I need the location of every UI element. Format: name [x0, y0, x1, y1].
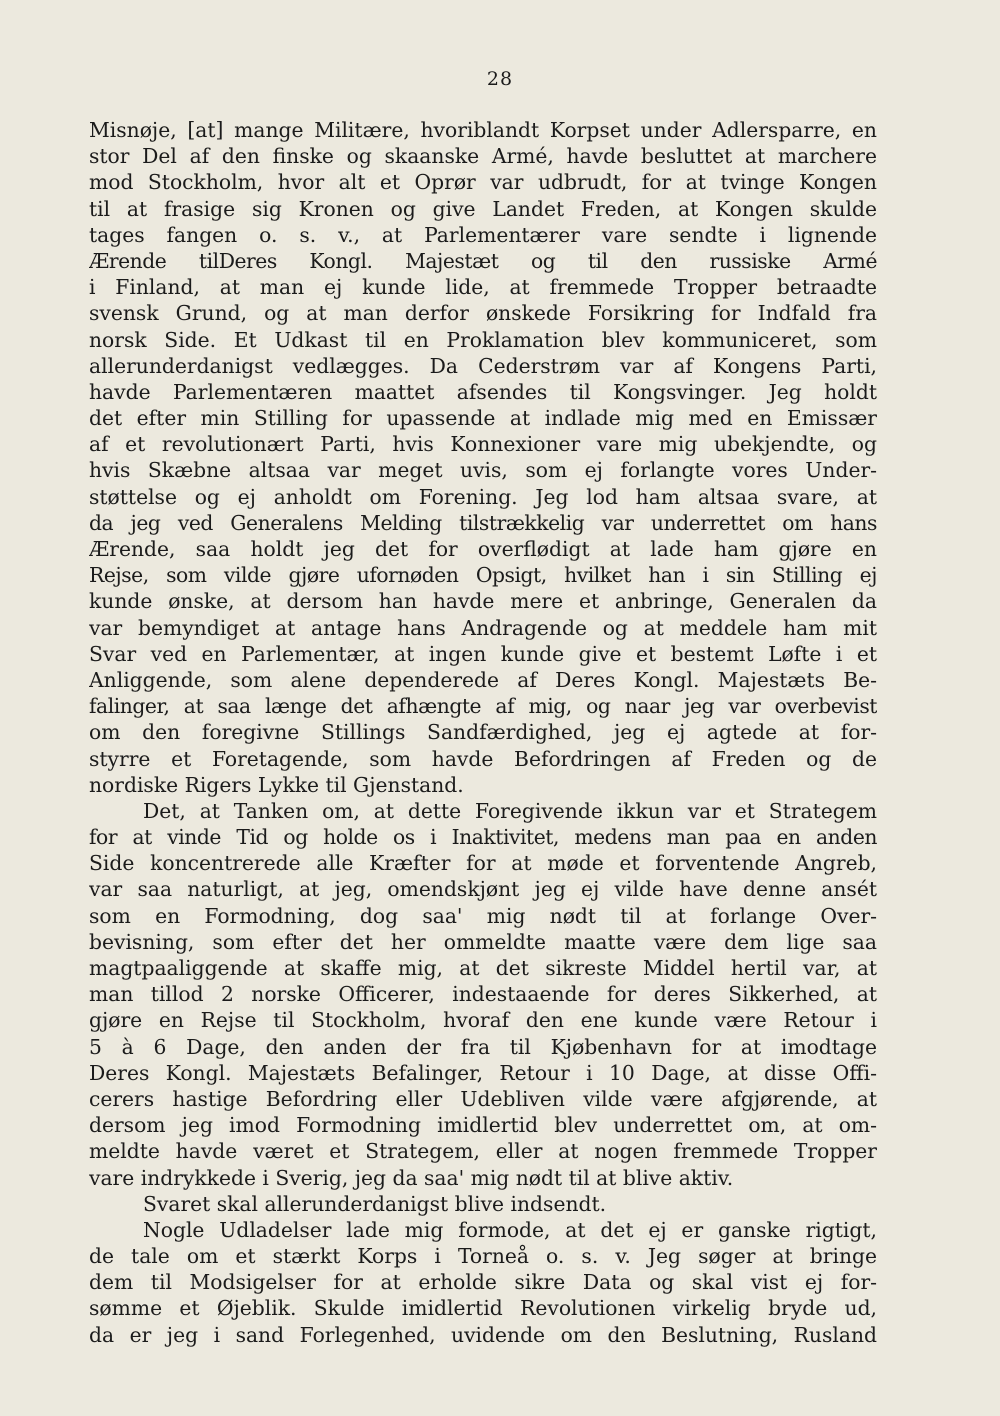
- text-line: Svar ved en Parlementær, at ingen kunde give et bestemt Løfte i et: [89, 641, 877, 666]
- text-line: dersom jeg imod Formodning imidlertid blev underrettet om, at om-: [89, 1113, 877, 1138]
- text-line: svensk Grund, og at man derfor ønskede Forsikring for Indfald fra: [89, 301, 877, 326]
- text-line: bevisning, som efter det her ommeldte maatte være dem lige saa: [89, 929, 877, 954]
- text-line: Side koncentrerede alle Kræfter for at møde et forventende Angreb,: [89, 851, 877, 876]
- text-line: Deres Kongl. Majestæts Befalinger, Retour i 10 Dage, at disse Offi-: [89, 1060, 877, 1085]
- text-line: det efter min Stilling for upassende at indlade mig med en Emissær: [89, 406, 877, 431]
- text-line: meldte havde været et Strategem, eller at nogen fremmede Tropper: [89, 1139, 877, 1164]
- text-line: gjøre en Rejse til Stockholm, hvoraf den ene kunde være Retour i: [89, 1008, 877, 1033]
- text-line: nordiske Rigers Lykke til Gjenstand.: [89, 772, 464, 797]
- text-line: Det, at Tanken om, at dette Foregivende ikkun var et Strategem: [143, 798, 877, 823]
- text-line: tages fangen o. s. v., at Parlementærer vare sendte i lignende: [89, 222, 877, 247]
- text-line: for at vinde Tid og holde os i Inaktivitet, medens man paa en anden: [89, 825, 877, 850]
- text-line: sømme et Øjeblik. Skulde imidlertid Revolutionen virkelig bryde ud,: [89, 1296, 877, 1321]
- text-line: Nogle Udladelser lade mig formode, at det ej er ganske rigtigt,: [143, 1217, 877, 1242]
- text-line: man tillod 2 norske Officerer, indestaaende for deres Sikkerhed, at: [89, 982, 877, 1007]
- text-line: til at frasige sig Kronen og give Landet Freden, at Kongen skulde: [89, 196, 877, 221]
- text-line: magtpaaliggende at skaffe mig, at det sikreste Middel hertil var, at: [89, 956, 877, 980]
- text-line: var bemyndiget at antage hans Andragende og at meddele ham mit: [89, 615, 877, 640]
- text-line: Ærende tilDeres Kongl. Majestæt og til den russiske Armé: [89, 248, 877, 273]
- text-line: Anliggende, som alene dependerede af Deres Kongl. Majestæts Be-: [89, 667, 877, 692]
- text-line: mod Stockholm, hvor alt et Oprør var udbrudt, for at tvinge Kongen: [89, 170, 877, 195]
- text-line: støttelse og ej anholdt om Forening. Jeg lod ham altsaa svare, at: [89, 484, 877, 509]
- text-line: som en Formodning, dog saa' mig nødt til at forlange Over-: [89, 903, 877, 928]
- text-line: dem til Modsigelser for at erholde sikre Data og skal vist ej for-: [89, 1270, 877, 1295]
- text-line: stor Del af den finske og skaanske Armé, havde besluttet at marchere: [89, 144, 877, 169]
- text-line: Misnøje, [at] mange Militære, hvoriblandt Korpset under Adlersparre, en: [89, 118, 877, 142]
- text-line: om den foregivne Stillings Sandfærdighed, jeg ej agtede at for-: [89, 720, 877, 745]
- text-line: falinger, at saa længe det afhængte af mig, og naar jeg var overbevist: [89, 694, 877, 719]
- text-line: Svaret skal allerunderdanigst blive indsendt.: [143, 1191, 607, 1216]
- text-line: da er jeg i sand Forlegenhed, uvidende om den Beslutning, Rusland: [89, 1322, 877, 1347]
- text-line: allerunderdanigst vedlægges. Da Cederstrøm var af Kongens Parti,: [89, 353, 877, 378]
- text-line: vare indrykkede i Sverig, jeg da saa' mig nødt til at blive aktiv.: [89, 1165, 734, 1190]
- text-line: hvis Skæbne altsaa var meget uvis, som ej forlangte vores Under-: [89, 458, 877, 483]
- text-line: de tale om et stærkt Korps i Torneå o. s. v. Jeg søger at bringe: [89, 1244, 877, 1269]
- text-line: kunde ønske, at dersom han havde mere et anbringe, Generalen da: [89, 589, 877, 614]
- text-line: da jeg ved Generalens Melding tilstrækkelig var underrettet om hans: [89, 510, 877, 535]
- text-line: havde Parlementæren maattet afsendes til Kongsvinger. Jeg holdt: [89, 379, 877, 404]
- text-line: i Finland, at man ej kunde lide, at fremmede Tropper betraadte: [89, 275, 877, 300]
- text-line: 5 à 6 Dage, den anden der fra til Kjøbenhavn for at imodtage: [89, 1034, 877, 1059]
- text-line: norsk Side. Et Udkast til en Proklamation blev kommuniceret, som: [89, 327, 877, 352]
- text-line: var saa naturligt, at jeg, omendskjønt jeg ej vilde have denne ansét: [89, 877, 877, 902]
- text-line: af et revolutionært Parti, hvis Konnexioner vare mig ubekjendte, og: [89, 432, 877, 457]
- text-line: Ærende, saa holdt jeg det for overflødigt at lade ham gjøre en: [89, 537, 877, 561]
- text-line: Rejse, som vilde gjøre ufornøden Opsigt, hvilket han i sin Stilling ej: [89, 563, 877, 588]
- text-line: cerers hastige Befordring eller Udebliven vilde være afgjørende, at: [89, 1086, 877, 1111]
- text-line: styrre et Foretagende, som havde Befordringen af Freden og de: [89, 746, 877, 771]
- body-text: [89, 117, 877, 1348]
- page-number: 28: [486, 68, 514, 90]
